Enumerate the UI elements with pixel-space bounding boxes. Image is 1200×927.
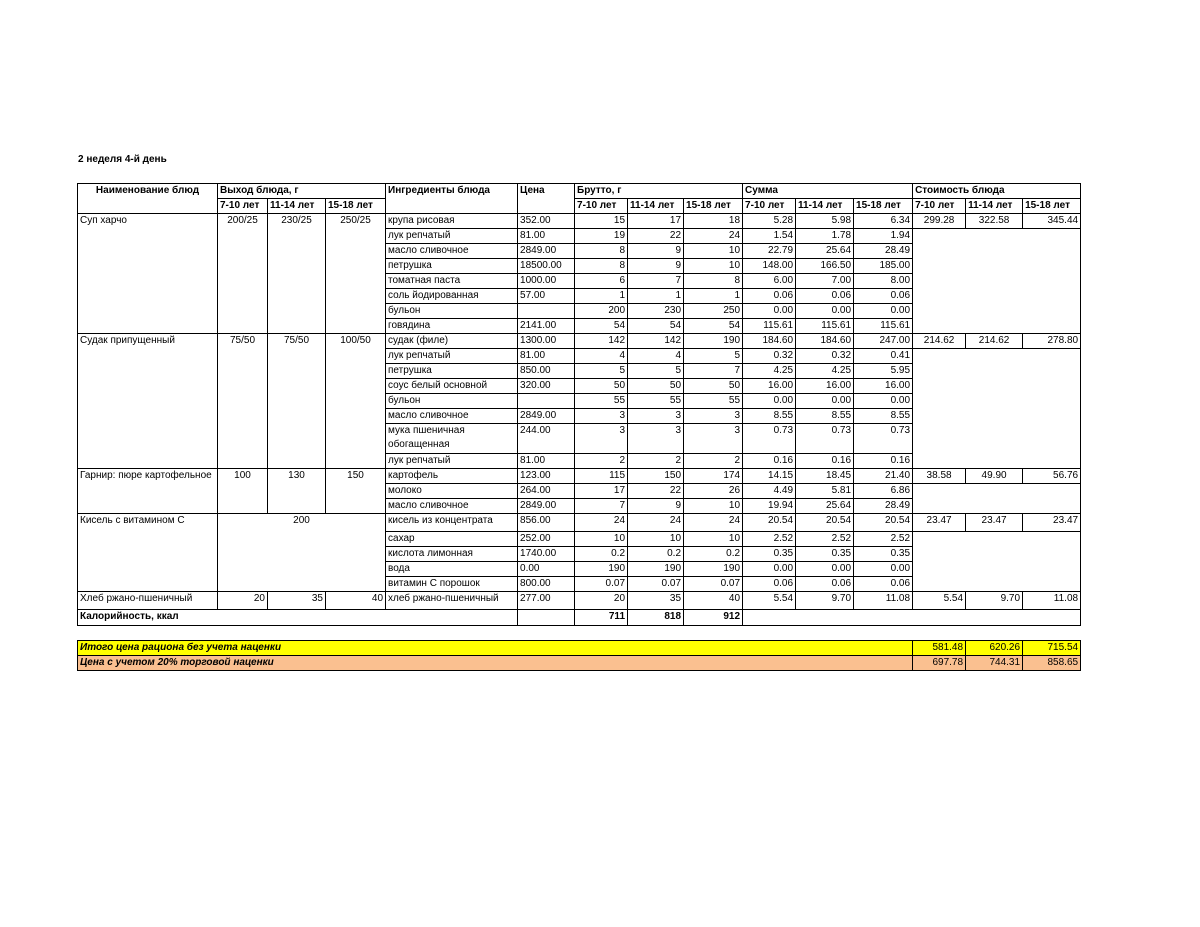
ingredient-price: 123.00 <box>518 469 575 484</box>
ingredient-sum: 5.95 <box>854 364 913 379</box>
ingredient-sum: 0.00 <box>796 304 854 319</box>
ingredient-price: 252.00 <box>518 532 575 547</box>
ingredient-price: 81.00 <box>518 454 575 469</box>
ingredient-price: 352.00 <box>518 214 575 229</box>
ingredient-sum: 5.54 <box>743 592 796 610</box>
ingredient-sum: 0.16 <box>796 454 854 469</box>
ingredient-brutto: 5 <box>575 364 628 379</box>
dish-cost-empty <box>913 349 1081 469</box>
header-age: 7-10 лет <box>575 199 628 214</box>
ingredient-brutto: 55 <box>628 394 684 409</box>
dish-cost: 23.47 <box>966 514 1023 532</box>
dish-output: 100 <box>218 469 268 514</box>
dish-cost: 56.76 <box>1023 469 1081 484</box>
ingredient-name: кисель из концентрата <box>386 514 518 532</box>
ingredient-brutto: 1 <box>575 289 628 304</box>
ingredient-sum: 4.25 <box>743 364 796 379</box>
ingredient-sum: 25.64 <box>796 244 854 259</box>
ingredient-brutto: 0.07 <box>684 577 743 592</box>
menu-table <box>77 183 1081 671</box>
dish-cost: 214.62 <box>966 334 1023 349</box>
ingredient-sum: 0.35 <box>796 547 854 562</box>
header-price: Цена <box>518 184 575 214</box>
ingredient-sum: 20.54 <box>743 514 796 532</box>
ingredient-brutto: 190 <box>575 562 628 577</box>
ingredient-sum: 0.73 <box>796 424 854 454</box>
ingredient-brutto: 230 <box>628 304 684 319</box>
ingredient-sum: 0.06 <box>854 577 913 592</box>
ingredient-sum: 28.49 <box>854 244 913 259</box>
total-value: 715.54 <box>1023 641 1081 656</box>
header-age: 7-10 лет <box>913 199 966 214</box>
dish-cost: 345.44 <box>1023 214 1081 229</box>
spacer <box>78 626 1081 641</box>
header-age: 11-14 лет <box>796 199 854 214</box>
total-row <box>78 641 1081 656</box>
total-value: 620.26 <box>966 641 1023 656</box>
ingredient-sum: 115.61 <box>854 319 913 334</box>
ingredient-brutto: 17 <box>575 484 628 499</box>
ingredient-price: 0.00 <box>518 562 575 577</box>
header-age: 11-14 лет <box>628 199 684 214</box>
dish-output: 40 <box>326 592 386 610</box>
ingredient-name: судак (филе) <box>386 334 518 349</box>
ingredient-brutto: 7 <box>628 274 684 289</box>
dish-output: 75/50 <box>218 334 268 469</box>
ingredient-sum: 4.25 <box>796 364 854 379</box>
ingredient-brutto: 15 <box>575 214 628 229</box>
header-age: 15-18 лет <box>854 199 913 214</box>
dish-cost: 23.47 <box>1023 514 1081 532</box>
ingredient-sum: 0.00 <box>854 304 913 319</box>
ingredient-brutto: 10 <box>684 244 743 259</box>
dish-cost: 49.90 <box>966 469 1023 484</box>
dish-cost: 9.70 <box>966 592 1023 610</box>
ingredient-brutto: 142 <box>575 334 628 349</box>
total-label: Цена с учетом 20% торговой наценки <box>78 656 913 671</box>
ingredient-sum: 0.00 <box>796 562 854 577</box>
table-row <box>78 514 1081 532</box>
ingredient-name: сахар <box>386 532 518 547</box>
ingredient-sum: 184.60 <box>743 334 796 349</box>
ingredient-sum: 0.35 <box>854 547 913 562</box>
dish-cost: 322.58 <box>966 214 1023 229</box>
dish-cost: 5.54 <box>913 592 966 610</box>
dish-cost: 23.47 <box>913 514 966 532</box>
ingredient-name: молоко <box>386 484 518 499</box>
ingredient-name: бульон <box>386 394 518 409</box>
ingredient-name: крупа рисовая <box>386 214 518 229</box>
ingredient-name: кислота лимонная <box>386 547 518 562</box>
ingredient-brutto: 20 <box>575 592 628 610</box>
ingredient-brutto: 10 <box>684 499 743 514</box>
ingredient-price: 856.00 <box>518 514 575 532</box>
ingredient-brutto: 8 <box>575 259 628 274</box>
ingredient-sum: 5.98 <box>796 214 854 229</box>
ingredient-sum: 185.00 <box>854 259 913 274</box>
total-value: 581.48 <box>913 641 966 656</box>
ingredient-name: витамин С порошок <box>386 577 518 592</box>
table-row <box>78 334 1081 349</box>
ingredient-sum: 4.49 <box>743 484 796 499</box>
ingredient-brutto: 24 <box>628 514 684 532</box>
total-value: 697.78 <box>913 656 966 671</box>
ingredient-sum: 0.06 <box>743 577 796 592</box>
dish-output: 130 <box>268 469 326 514</box>
dish-output: 250/25 <box>326 214 386 334</box>
ingredient-brutto: 190 <box>684 562 743 577</box>
ingredient-price: 2849.00 <box>518 499 575 514</box>
dish-cost: 214.62 <box>913 334 966 349</box>
ingredient-sum: 8.00 <box>854 274 913 289</box>
ingredient-brutto: 3 <box>684 424 743 454</box>
ingredient-price: 2141.00 <box>518 319 575 334</box>
dish-name: Гарнир: пюре картофельное <box>78 469 218 514</box>
ingredient-brutto: 3 <box>628 424 684 454</box>
ingredient-sum: 0.00 <box>743 304 796 319</box>
ingredient-price: 81.00 <box>518 229 575 244</box>
ingredient-brutto: 9 <box>628 259 684 274</box>
dish-name: Хлеб ржано-пшеничный <box>78 592 218 610</box>
ingredient-brutto: 2 <box>684 454 743 469</box>
ingredient-price: 2849.00 <box>518 409 575 424</box>
ingredient-brutto: 9 <box>628 499 684 514</box>
ingredient-brutto: 55 <box>684 394 743 409</box>
ingredient-brutto: 40 <box>684 592 743 610</box>
header-dish: Наименование блюд <box>78 184 218 214</box>
header-age: 11-14 лет <box>268 199 326 214</box>
ingredient-sum: 11.08 <box>854 592 913 610</box>
ingredient-sum: 8.55 <box>743 409 796 424</box>
ingredient-brutto: 54 <box>684 319 743 334</box>
table-row <box>78 214 1081 229</box>
ingredient-brutto: 1 <box>628 289 684 304</box>
ingredient-price: 57.00 <box>518 289 575 304</box>
ingredient-sum: 9.70 <box>796 592 854 610</box>
ingredient-sum: 18.45 <box>796 469 854 484</box>
ingredient-brutto: 3 <box>575 409 628 424</box>
ingredient-brutto: 10 <box>684 259 743 274</box>
ingredient-name: масло сливочное <box>386 499 518 514</box>
ingredient-sum: 28.49 <box>854 499 913 514</box>
ingredient-sum: 0.41 <box>854 349 913 364</box>
header-cost: Стоимость блюда <box>913 184 1081 199</box>
ingredient-brutto: 50 <box>684 379 743 394</box>
ingredient-price: 244.00 <box>518 424 575 454</box>
header-age: 7-10 лет <box>218 199 268 214</box>
ingredient-sum: 8.55 <box>854 409 913 424</box>
header-sum: Сумма <box>743 184 913 199</box>
dish-output: 200 <box>218 514 386 592</box>
ingredient-brutto: 1 <box>684 289 743 304</box>
ingredient-brutto: 190 <box>628 562 684 577</box>
ingredient-brutto: 10 <box>628 532 684 547</box>
ingredient-brutto: 26 <box>684 484 743 499</box>
header-age: 7-10 лет <box>743 199 796 214</box>
ingredient-brutto: 150 <box>628 469 684 484</box>
ingredient-sum: 16.00 <box>743 379 796 394</box>
dish-output: 100/50 <box>326 334 386 469</box>
dish-cost: 299.28 <box>913 214 966 229</box>
ingredient-brutto: 2 <box>575 454 628 469</box>
ingredient-sum: 115.61 <box>796 319 854 334</box>
ingredient-sum: 25.64 <box>796 499 854 514</box>
ingredient-sum: 0.00 <box>796 394 854 409</box>
ingredient-sum: 1.94 <box>854 229 913 244</box>
dish-name: Суп харчо <box>78 214 218 334</box>
ingredient-name: картофель <box>386 469 518 484</box>
calories-value: 818 <box>628 610 684 626</box>
ingredient-sum: 0.00 <box>743 562 796 577</box>
ingredient-name: говядина <box>386 319 518 334</box>
ingredient-sum: 0.73 <box>854 424 913 454</box>
ingredient-price: 850.00 <box>518 364 575 379</box>
ingredient-brutto: 0.07 <box>628 577 684 592</box>
dish-output: 20 <box>218 592 268 610</box>
ingredient-sum: 22.79 <box>743 244 796 259</box>
total-label: Итого цена рациона без учета наценки <box>78 641 913 656</box>
ingredient-price <box>518 394 575 409</box>
dish-name: Судак припущенный <box>78 334 218 469</box>
ingredient-sum: 247.00 <box>854 334 913 349</box>
ingredient-brutto: 8 <box>575 244 628 259</box>
dish-output: 200/25 <box>218 214 268 334</box>
ingredient-brutto: 10 <box>575 532 628 547</box>
ingredient-sum: 0.32 <box>796 349 854 364</box>
ingredient-price: 800.00 <box>518 577 575 592</box>
calories-value: 912 <box>684 610 743 626</box>
ingredient-brutto: 10 <box>684 532 743 547</box>
ingredient-sum: 166.50 <box>796 259 854 274</box>
ingredient-name: вода <box>386 562 518 577</box>
ingredient-brutto: 54 <box>575 319 628 334</box>
dish-cost-empty <box>913 484 1081 514</box>
dish-cost: 11.08 <box>1023 592 1081 610</box>
ingredient-name: хлеб ржано-пшеничный <box>386 592 518 610</box>
ingredient-sum: 1.54 <box>743 229 796 244</box>
ingredient-sum: 0.32 <box>743 349 796 364</box>
ingredient-sum: 115.61 <box>743 319 796 334</box>
ingredient-brutto: 18 <box>684 214 743 229</box>
ingredient-sum: 21.40 <box>854 469 913 484</box>
ingredient-brutto: 0.07 <box>575 577 628 592</box>
ingredient-brutto: 9 <box>628 244 684 259</box>
dish-cost-empty <box>913 532 1081 592</box>
ingredient-sum: 0.06 <box>796 577 854 592</box>
dish-output: 150 <box>326 469 386 514</box>
ingredient-sum: 0.35 <box>743 547 796 562</box>
ingredient-brutto: 17 <box>628 214 684 229</box>
ingredient-brutto: 7 <box>684 364 743 379</box>
dish-cost: 38.58 <box>913 469 966 484</box>
dish-output: 75/50 <box>268 334 326 469</box>
ingredient-price: 277.00 <box>518 592 575 610</box>
ingredient-brutto: 22 <box>628 229 684 244</box>
ingredient-brutto: 4 <box>628 349 684 364</box>
ingredient-name: соль йодированная <box>386 289 518 304</box>
ingredient-name: лук репчатый <box>386 229 518 244</box>
header-age: 15-18 лет <box>1023 199 1081 214</box>
ingredient-brutto: 174 <box>684 469 743 484</box>
ingredient-brutto: 24 <box>684 514 743 532</box>
ingredient-name: томатная паста <box>386 274 518 289</box>
ingredient-brutto: 2 <box>628 454 684 469</box>
calories-label: Калорийность, ккал <box>78 610 518 626</box>
ingredient-brutto: 5 <box>628 364 684 379</box>
ingredient-sum: 6.86 <box>854 484 913 499</box>
ingredient-brutto: 24 <box>684 229 743 244</box>
ingredient-brutto: 22 <box>628 484 684 499</box>
ingredient-sum: 0.06 <box>743 289 796 304</box>
ingredient-brutto: 24 <box>575 514 628 532</box>
ingredient-sum: 184.60 <box>796 334 854 349</box>
calories-price-empty <box>518 610 575 626</box>
ingredient-sum: 0.16 <box>743 454 796 469</box>
ingredient-brutto: 250 <box>684 304 743 319</box>
ingredient-sum: 20.54 <box>854 514 913 532</box>
ingredient-price: 1000.00 <box>518 274 575 289</box>
dish-name: Кисель с витамином С <box>78 514 218 592</box>
header-age: 11-14 лет <box>966 199 1023 214</box>
ingredient-sum: 0.06 <box>854 289 913 304</box>
ingredient-price: 81.00 <box>518 349 575 364</box>
ingredient-brutto: 6 <box>575 274 628 289</box>
ingredient-sum: 0.16 <box>854 454 913 469</box>
ingredient-brutto: 7 <box>575 499 628 514</box>
ingredient-sum: 14.15 <box>743 469 796 484</box>
ingredient-sum: 2.52 <box>854 532 913 547</box>
ingredient-name: бульон <box>386 304 518 319</box>
total-value: 744.31 <box>966 656 1023 671</box>
ingredient-price <box>518 304 575 319</box>
ingredient-brutto: 5 <box>684 349 743 364</box>
header-brutto: Брутто, г <box>575 184 743 199</box>
ingredient-brutto: 55 <box>575 394 628 409</box>
ingredient-name: соус белый основной <box>386 379 518 394</box>
dish-cost: 278.80 <box>1023 334 1081 349</box>
ingredient-sum: 19.94 <box>743 499 796 514</box>
ingredient-brutto: 4 <box>575 349 628 364</box>
page-title: 2 неделя 4-й день <box>78 154 167 165</box>
header-ingredients: Ингредиенты блюда <box>386 184 518 214</box>
ingredient-sum: 16.00 <box>796 379 854 394</box>
ingredient-sum: 6.00 <box>743 274 796 289</box>
dish-output: 35 <box>268 592 326 610</box>
ingredient-sum: 0.00 <box>854 394 913 409</box>
ingredient-name: мука пшеничная обогащенная <box>386 424 518 454</box>
ingredient-sum: 20.54 <box>796 514 854 532</box>
ingredient-brutto: 8 <box>684 274 743 289</box>
ingredient-price: 1740.00 <box>518 547 575 562</box>
ingredient-sum: 7.00 <box>796 274 854 289</box>
ingredient-sum: 0.73 <box>743 424 796 454</box>
total-value: 858.65 <box>1023 656 1081 671</box>
ingredient-sum: 0.06 <box>796 289 854 304</box>
ingredient-brutto: 19 <box>575 229 628 244</box>
ingredient-sum: 148.00 <box>743 259 796 274</box>
dish-output: 230/25 <box>268 214 326 334</box>
ingredient-sum: 0.00 <box>854 562 913 577</box>
ingredient-sum: 6.34 <box>854 214 913 229</box>
ingredient-brutto: 54 <box>628 319 684 334</box>
ingredient-brutto: 3 <box>628 409 684 424</box>
ingredient-name: петрушка <box>386 259 518 274</box>
calories-row <box>78 610 1081 626</box>
ingredient-sum: 8.55 <box>796 409 854 424</box>
ingredient-price: 264.00 <box>518 484 575 499</box>
ingredient-brutto: 35 <box>628 592 684 610</box>
calories-empty <box>743 610 1081 626</box>
header-age: 15-18 лет <box>684 199 743 214</box>
ingredient-price: 2849.00 <box>518 244 575 259</box>
ingredient-sum: 2.52 <box>796 532 854 547</box>
markup-total-row <box>78 656 1081 671</box>
dish-cost-empty <box>913 229 1081 334</box>
ingredient-price: 320.00 <box>518 379 575 394</box>
ingredient-name: лук репчатый <box>386 349 518 364</box>
ingredient-price: 1300.00 <box>518 334 575 349</box>
ingredient-brutto: 50 <box>628 379 684 394</box>
table-row <box>78 592 1081 610</box>
ingredient-brutto: 0.2 <box>575 547 628 562</box>
ingredient-name: масло сливочное <box>386 244 518 259</box>
table-row <box>78 469 1081 484</box>
ingredient-brutto: 200 <box>575 304 628 319</box>
ingredient-name: масло сливочное <box>386 409 518 424</box>
header-output: Выход блюда, г <box>218 184 386 199</box>
ingredient-sum: 5.28 <box>743 214 796 229</box>
header-age: 15-18 лет <box>326 199 386 214</box>
ingredient-brutto: 3 <box>575 424 628 454</box>
ingredient-sum: 16.00 <box>854 379 913 394</box>
ingredient-sum: 2.52 <box>743 532 796 547</box>
ingredient-brutto: 0.2 <box>684 547 743 562</box>
ingredient-name: лук репчатый <box>386 454 518 469</box>
ingredient-sum: 5.81 <box>796 484 854 499</box>
ingredient-sum: 1.78 <box>796 229 854 244</box>
ingredient-name: петрушка <box>386 364 518 379</box>
header-row <box>78 184 1081 199</box>
ingredient-price: 18500.00 <box>518 259 575 274</box>
ingredient-sum: 0.00 <box>743 394 796 409</box>
header-age-row <box>78 199 1081 214</box>
ingredient-brutto: 3 <box>684 409 743 424</box>
ingredient-brutto: 50 <box>575 379 628 394</box>
ingredient-brutto: 115 <box>575 469 628 484</box>
ingredient-brutto: 142 <box>628 334 684 349</box>
ingredient-brutto: 0.2 <box>628 547 684 562</box>
ingredient-brutto: 190 <box>684 334 743 349</box>
calories-value: 711 <box>575 610 628 626</box>
